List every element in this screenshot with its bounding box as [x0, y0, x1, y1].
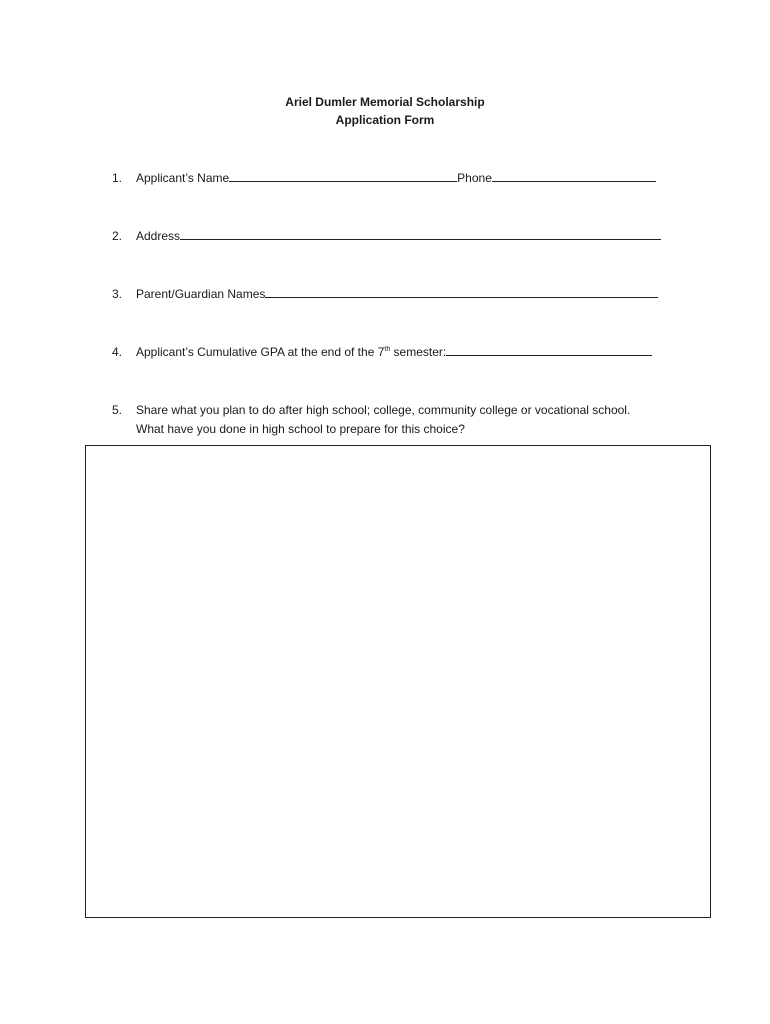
applicant-name-field[interactable] [229, 169, 457, 182]
gpa-label: Applicant’s Cumulative GPA at the end of the 7 [136, 345, 385, 359]
plans-question-line-2: What have you done in high school to prepare for this choice? [136, 422, 465, 436]
applicant-name-label: Applicant’s Name [136, 171, 230, 185]
gpa-field[interactable] [446, 343, 652, 356]
question-number: 2. [112, 229, 123, 243]
gpa-label-superscript: th [384, 346, 391, 353]
address-field[interactable] [180, 227, 661, 240]
question-number: 4. [112, 345, 123, 359]
address-label: Address [136, 229, 181, 243]
form-title: Ariel Dumler Memorial Scholarship [285, 95, 485, 109]
parent-guardian-field[interactable] [265, 285, 658, 298]
phone-label: Phone [457, 171, 492, 185]
phone-field[interactable] [492, 169, 656, 182]
form-subtitle: Application Form [335, 113, 435, 127]
gpa-label-suffix: semester: [390, 345, 447, 359]
question-number: 5. [112, 403, 123, 417]
plans-question-line-1: Share what you plan to do after high school; college, community college or vocational school. [136, 403, 631, 417]
plans-answer-box[interactable] [85, 445, 711, 918]
parent-guardian-label: Parent/Guardian Names [136, 287, 266, 301]
question-number: 1. [112, 171, 123, 185]
question-number: 3. [112, 287, 123, 301]
